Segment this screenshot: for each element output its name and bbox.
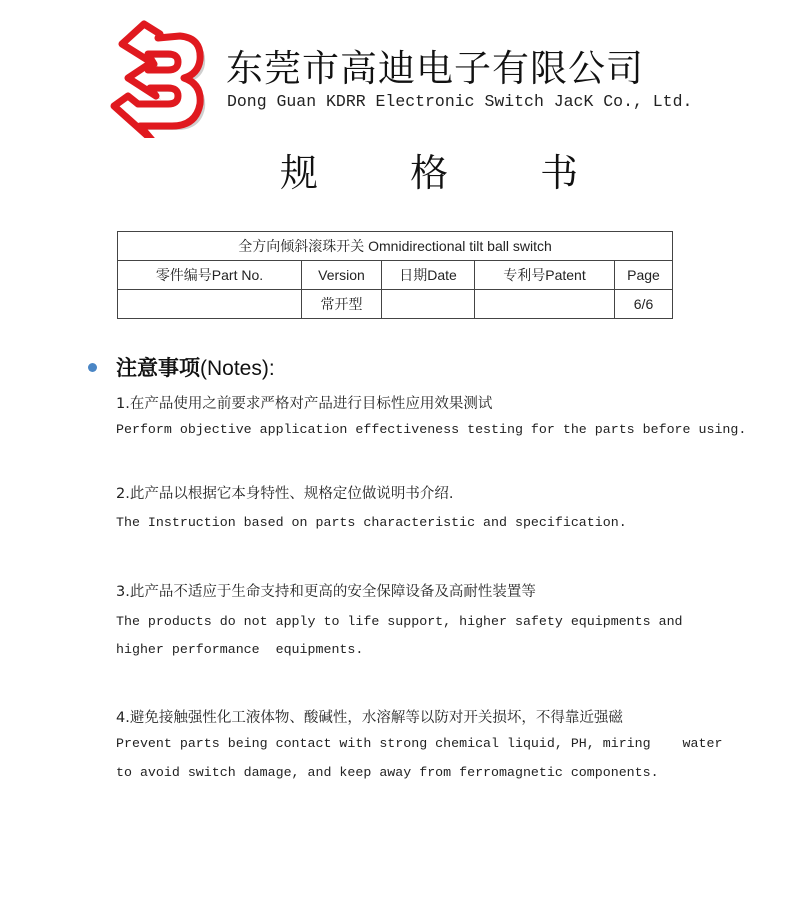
company-name-en: Dong Guan KDRR Electronic Switch JacK Co., Ltd. — [227, 92, 693, 111]
spec-table-header-row — [118, 261, 673, 290]
note-3-en-line1: The products do not apply to life support, higher safety equipments and — [116, 614, 683, 629]
notes-heading-en: (Notes): — [200, 357, 275, 380]
company-logo — [98, 16, 218, 138]
header-version: Version — [302, 261, 382, 290]
notes-heading-cn: 注意事项 — [116, 357, 200, 380]
header-date: 日期Date — [382, 261, 475, 290]
value-page: 6/6 — [615, 290, 673, 319]
note-4-cn: 4.避免接触强性化工液体物、酸碱性，水溶解等以防对开关损坏，不得靠近强磁 — [116, 710, 623, 726]
note-2-en: The Instruction based on parts characteristic and specification. — [116, 515, 627, 530]
note-4-en-line1: Prevent parts being contact with strong chemical liquid, PH, miring water — [116, 736, 723, 751]
value-date — [382, 290, 475, 319]
bullet-icon — [88, 363, 97, 372]
note-3-cn: 3.此产品不适应于生命支持和更高的安全保障设备及高耐性装置等 — [116, 584, 536, 600]
note-1-cn: 1.在产品使用之前要求严格对产品进行目标性应用效果测试 — [116, 396, 493, 412]
spec-table-title-row — [118, 232, 673, 261]
document-title: 规 格 书 — [280, 151, 619, 195]
header-page: Page — [615, 261, 673, 290]
spec-table-value-row — [118, 290, 673, 319]
note-1-en: Perform objective application effectiveness testing for the parts before using. — [116, 422, 747, 437]
company-name-cn: 东莞市高迪电子有限公司 — [226, 47, 644, 90]
note-3-en-line2: higher performance equipments. — [116, 642, 364, 657]
spec-table — [117, 231, 673, 319]
note-2-cn: 2.此产品以根据它本身特性、规格定位做说明书介绍. — [116, 486, 454, 502]
value-version: 常开型 — [302, 290, 382, 319]
value-part-no — [118, 290, 302, 319]
notes-heading — [88, 352, 275, 382]
header-part-no: 零件编号Part No. — [118, 261, 302, 290]
kdrr-logo-icon — [98, 16, 218, 138]
header-patent: 专利号Patent — [475, 261, 615, 290]
value-patent — [475, 290, 615, 319]
product-title-cell: 全方向倾斜滚珠开关 Omnidirectional tilt ball switch — [118, 232, 673, 261]
note-4-en-line2: to avoid switch damage, and keep away from ferromagnetic components. — [116, 765, 659, 780]
